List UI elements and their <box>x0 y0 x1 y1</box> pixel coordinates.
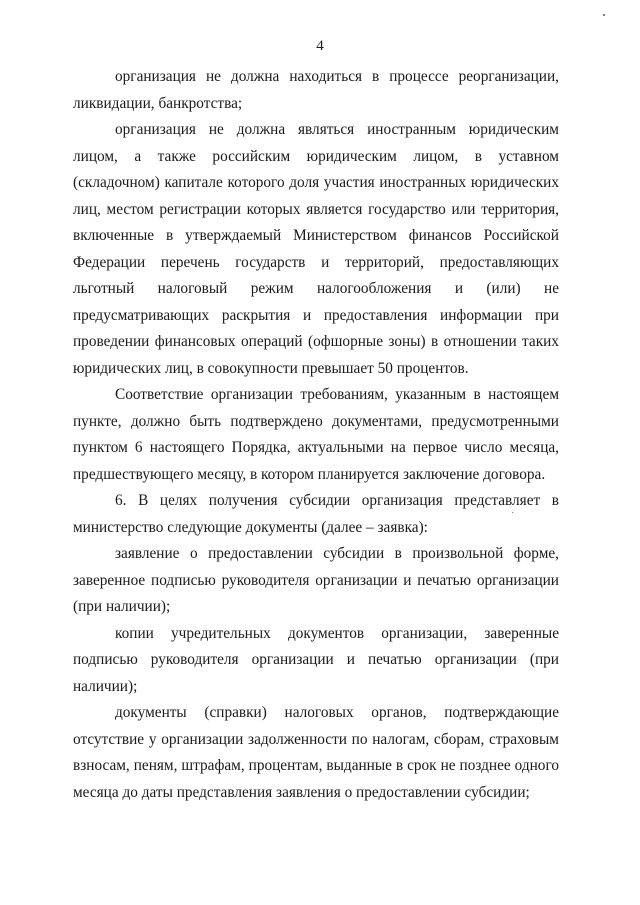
paragraph-no-reorganization: организация не должна находиться в процессе реорганизации, ликвидации, банкротства; <box>73 68 559 112</box>
scan-artifact <box>603 14 605 16</box>
paragraph-compliance-confirmation: Соответствие организации требованиям, указанным в настоящем пункте, должно быть подтверждено документами, предусмотренными пунктом 6 настоящего Порядка, актуальными на первое число месяца, предшествующего месяцу, в котором планируется заключение договора. <box>73 386 559 483</box>
paragraph-no-foreign-entity: организация не должна являться иностранным юридическим лицом, а также российским юридическим лицом, в уставном (складочном) капитале которого доля участия иностранных юридических лиц, местом регистрации которых является государство или территория, включенные в утверждаемый Министерством финансов Российской Федерации перечень государств и территорий, предоставляющих льготный налоговый режим налогообложения и (или) не предусматривающих раскрытия и предоставления информации при проведении финансовых операций (офшорные зоны) в отношении таких юридических лиц, в совокупности превышает 50 процентов. <box>73 121 559 377</box>
paragraph-subsidy-statement: заявление о предоставлении субсидии в произвольной форме, заверенное подписью руководителя организации и печатью организации (при наличии); <box>73 545 559 615</box>
paragraph-tax-certificates: документы (справки) налоговых органов, подтверждающие отсутствие у организации задолженности по налогам, сборам, страховым взносам, пеням, штрафам, процентам, выданные в срок не позднее одного месяца до даты представления заявления о предоставлении субсидии; <box>73 704 559 801</box>
page-number: 4 <box>316 38 324 54</box>
paragraph-section-6-application: 6. В целях получения субсидии организация представляет в министерство следующие документы (далее – заявка): <box>73 492 559 536</box>
document-body <box>73 64 559 806</box>
paragraph-founding-documents: копии учредительных документов организации, заверенные подписью руководителя организации и печатью организации (при наличии); <box>73 624 559 695</box>
